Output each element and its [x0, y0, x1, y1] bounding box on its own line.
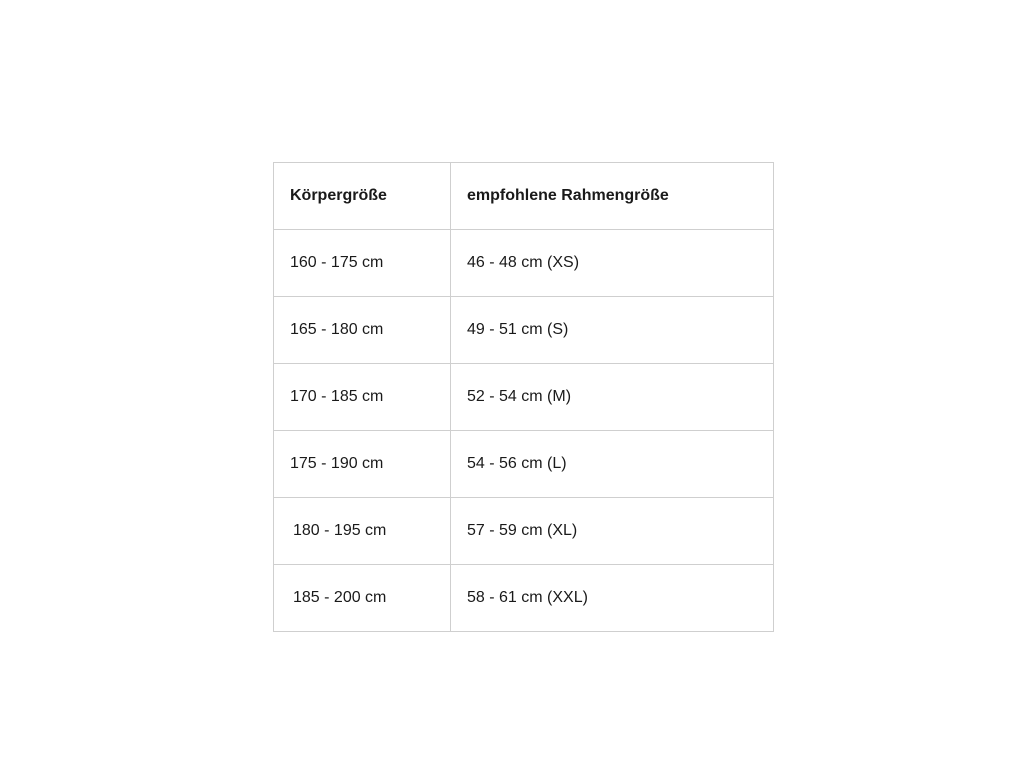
header-frame-size: empfohlene Rahmengröße — [451, 163, 774, 230]
table-row — [274, 364, 774, 431]
frame-size-cell: 49 - 51 cm (S) — [451, 297, 774, 364]
header-body-height: Körpergröße — [274, 163, 451, 230]
size-chart-table — [273, 162, 774, 632]
body-height-cell: 160 - 175 cm — [274, 230, 451, 297]
frame-size-cell: 57 - 59 cm (XL) — [451, 498, 774, 565]
frame-size-cell: 54 - 56 cm (L) — [451, 431, 774, 498]
table-header-row — [274, 163, 774, 230]
frame-size-cell: 52 - 54 cm (M) — [451, 364, 774, 431]
table-row — [274, 498, 774, 565]
body-height-cell: 180 - 195 cm — [274, 498, 451, 565]
table-row — [274, 297, 774, 364]
body-height-cell: 165 - 180 cm — [274, 297, 451, 364]
frame-size-cell: 58 - 61 cm (XXL) — [451, 565, 774, 632]
body-height-cell: 185 - 200 cm — [274, 565, 451, 632]
table-row — [274, 565, 774, 632]
frame-size-cell: 46 - 48 cm (XS) — [451, 230, 774, 297]
body-height-cell: 175 - 190 cm — [274, 431, 451, 498]
table-row — [274, 431, 774, 498]
table-row — [274, 230, 774, 297]
body-height-cell: 170 - 185 cm — [274, 364, 451, 431]
